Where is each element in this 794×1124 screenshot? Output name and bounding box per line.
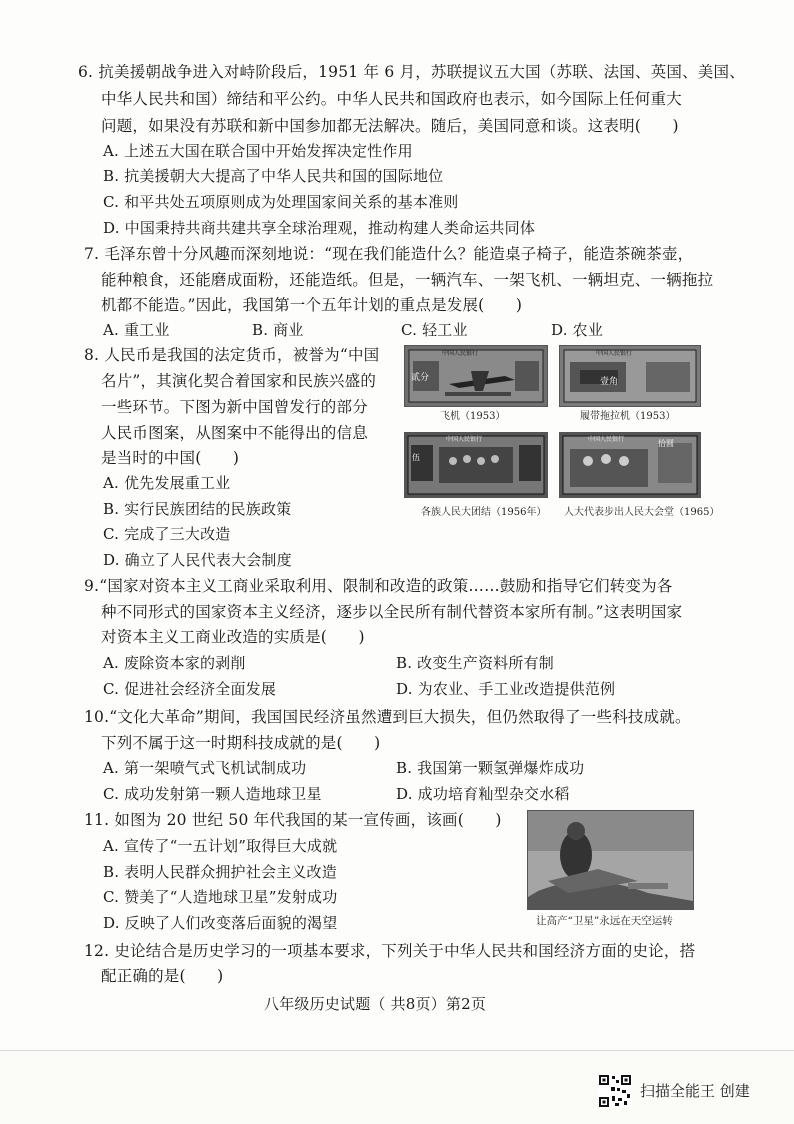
q10-option-d: D. 成功培育籼型杂交水稻 [396, 785, 570, 803]
banknote-airplane-bank-name: 中国人民银行 [442, 350, 479, 357]
banknote-npc-deputies-caption: 人大代表步出人民大会堂（1965） [564, 507, 720, 518]
banknote-npc-deputies-image [559, 432, 701, 498]
qr-code-icon [598, 1074, 632, 1108]
q9-option-b: B. 改变生产资料所有制 [396, 654, 554, 672]
q6-stem-line2: 中华人民共和国）缔结和平公约。中华人民共和国政府也表示，如今国际上任何重大 [101, 90, 682, 108]
q9-stem-line2: 种不同形式的国家资本主义经济，逐步以全民所有制代替资本家所有制。”这表明国家 [101, 603, 683, 621]
q6-option-b: B. 抗美援朝大大提高了中华人民共和国的国际地位 [103, 167, 444, 185]
q8-option-b: B. 实行民族团结的民族政策 [103, 500, 292, 518]
q9-stem-line3: 对资本主义工商业改造的实质是( ) [101, 628, 365, 646]
banknote-tractor-bank-name: 中国人民银行 [596, 350, 633, 357]
q9-option-d: D. 为农业、手工业改造提供范例 [396, 680, 616, 698]
q10-stem-line2: 下列不属于这一时期科技成就的是( ) [101, 734, 381, 752]
banknote-npc-deputies-bank-name: 中国人民银行 [588, 436, 625, 443]
q6-option-d: D. 中国秉持共商共建共享全球治理观，推动构建人类命运共同体 [103, 219, 536, 237]
q6-option-c: C. 和平共处五项原则成为处理国家间关系的基本准则 [103, 193, 459, 211]
q7-option-c: C. 轻工业 [401, 321, 468, 339]
q9-option-a: A. 废除资本家的剥削 [103, 654, 246, 672]
q7-option-a: A. 重工业 [103, 321, 170, 339]
q6-option-a: A. 上述五大国在联合国中开始发挥决定性作用 [103, 142, 413, 160]
propaganda-poster-caption: 让高产“卫星”永远在天空运转 [536, 915, 673, 927]
q8-stem-line1: 8. 人民币是我国的法定货币，被誉为“中国 [84, 346, 380, 364]
q11-option-c: C. 赞美了“人造地球卫星”发射成功 [103, 888, 338, 906]
banknote-tractor-denomination: 壹角 [600, 377, 619, 387]
q10-stem-line1: 10.“文化大革命”期间，我国国民经济虽然遭到巨大损失，但仍然取得了一些科技成就。 [84, 708, 691, 726]
q8-stem-line2: 名片”，其演化契合着国家和民族兴盛的 [101, 372, 377, 390]
page-number-label: 八年级历史试题（ 共8页）第2页 [264, 995, 487, 1013]
q6-stem-line3: 问题，如果没有苏联和新中国参加都无法解决。随后，美国同意和谈。这表明( ) [101, 117, 679, 135]
q7-stem-line3: 机都不能造。”因此，我国第一个五年计划的重点是发展( ) [101, 296, 523, 314]
q7-option-d: D. 农业 [551, 321, 604, 339]
q9-option-c: C. 促进社会经济全面发展 [103, 680, 277, 698]
q8-option-c: C. 完成了三大改造 [103, 525, 231, 543]
q10-option-a: A. 第一架喷气式飞机试制成功 [103, 759, 307, 777]
q12-stem-line1: 12. 史论结合是历史学习的一项基本要求，下列关于中华人民共和国经济方面的史论，搭 [84, 942, 696, 960]
q8-option-d: D. 确立了人民代表大会制度 [103, 551, 292, 569]
q7-option-b: B. 商业 [252, 321, 304, 339]
banknote-airplane-caption: 飞机（1953） [440, 411, 506, 422]
banknote-npc-deputies-denomination: 拾圆 [658, 439, 674, 448]
q8-option-a: A. 优先发展重工业 [103, 474, 231, 492]
q7-stem-line1: 7. 毛泽东曾十分风趣而深刻地说：“现在我们能造什么？能造桌子椅子，能造茶碗茶壶， [84, 245, 694, 263]
footer-divider [0, 1050, 794, 1051]
scanner-brand-label: 扫描全能王 创建 [640, 1082, 750, 1100]
q12-stem-line2: 配正确的是( ) [101, 967, 224, 985]
q10-option-b: B. 我国第一颗氢弹爆炸成功 [396, 759, 585, 777]
q11-stem-line1: 11. 如图为 20 世纪 50 年代我国的某一宣传画，该画( ) [84, 811, 502, 829]
q7-stem-line2: 能种粮食，还能磨成面粉，还能造纸。但是，一辆汽车、一架飞机、一辆坦克、一辆拖拉 [101, 271, 714, 289]
banknote-tractor-caption: 履带拖拉机（1953） [580, 411, 676, 422]
q11-option-a: A. 宣传了“一五计划”取得巨大成就 [103, 837, 338, 855]
q8-stem-line5: 是当时的中国( ) [101, 449, 240, 467]
q8-stem-line3: 一些环节。下图为新中国曾发行的部分 [101, 398, 368, 416]
banknote-ethnic-unity-denomination: 伍 [412, 453, 420, 462]
q9-stem-line1: 9.“国家对资本主义工商业采取利用、限制和改造的政策……鼓励和指导它们转变为各 [84, 577, 673, 595]
q10-option-c: C. 成功发射第一颗人造地球卫星 [103, 785, 322, 803]
propaganda-poster-image [527, 810, 694, 910]
banknote-airplane-denomination: 贰分 [411, 373, 430, 383]
q6-stem-line1: 6. 抗美援朝战争进入对峙阶段后，1951 年 6 月，苏联提议五大国（苏联、法国、英国、美国、 [78, 63, 745, 81]
banknote-ethnic-unity-bank-name: 中国人民银行 [446, 436, 483, 443]
q11-option-b: B. 表明人民群众拥护社会主义改造 [103, 863, 337, 881]
q8-stem-line4: 人民币图案，从图案中不能得出的信息 [101, 424, 368, 442]
q11-option-d: D. 反映了人们改变落后面貌的渴望 [103, 914, 338, 932]
banknote-ethnic-unity-caption: 各族人民大团结（1956年） [421, 507, 547, 518]
